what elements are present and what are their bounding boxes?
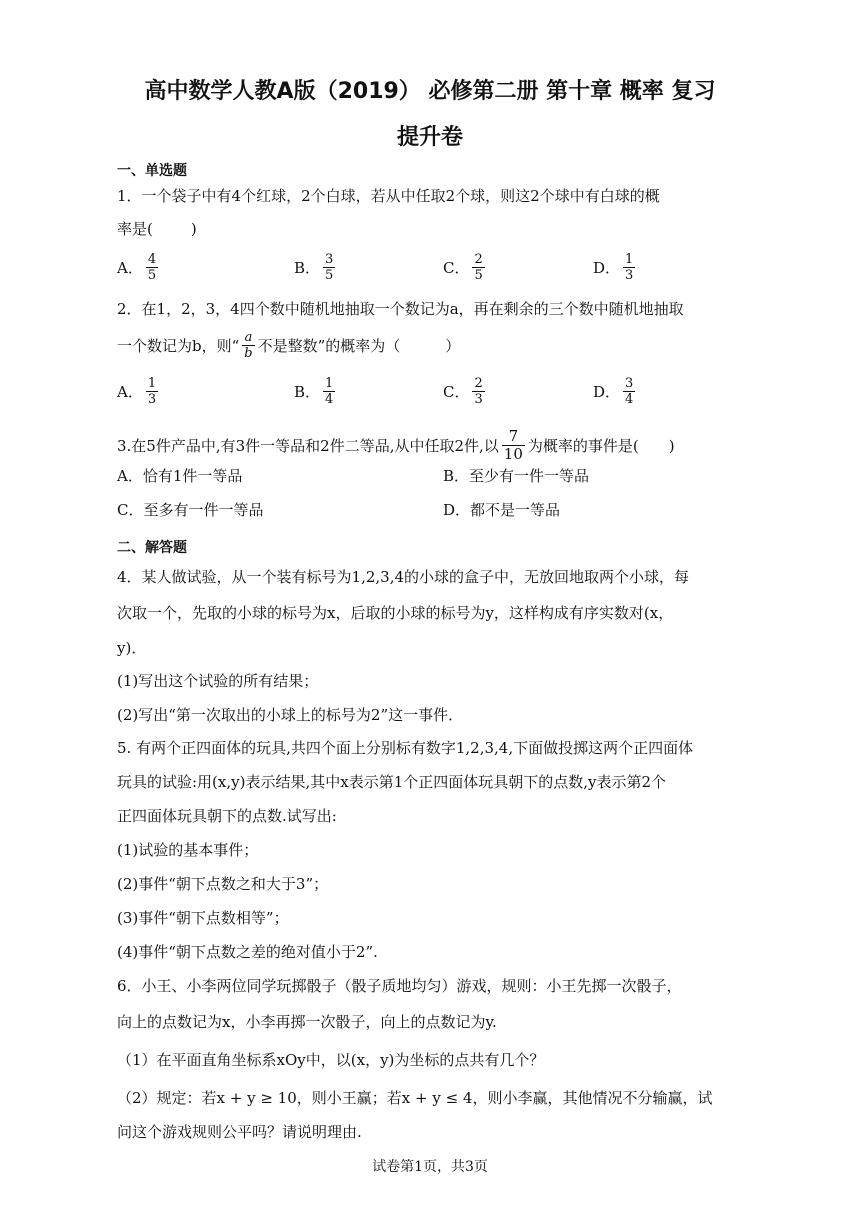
question-4-sub-1: (1)写出这个试验的所有结果； (117, 672, 319, 690)
question-5-text: 5. 有两个正四面体的玩具,共四个面上分别标有数字1,2,3,4,下面做投掷这两个正四面体 (117, 739, 694, 757)
question-6-text: 6．小王、小李两位同学玩掷骰子（骰子质地均匀）游戏，规则：小王先掷一次骰子， (117, 977, 682, 995)
question-3-text: 3.在5件产品中,有3件一等品和2件二等品,从中任取2件,以 $\frac{7}{10}$ 为概率的事件是( ) (117, 427, 675, 463)
question-5-sub-2: (2)事件“朝下点数之和大于3”； (117, 875, 329, 893)
question-6-sub-1: （1）在平面直角坐标系xOy中，以(x，y)为坐标的点共有几个？ (117, 1051, 545, 1069)
section-heading-single-choice: 一、单选题 (117, 163, 187, 179)
question-1-text-line2: 率是( ) (117, 220, 197, 238)
question-1-option-a: A． $\frac{4}{5}$ (117, 252, 157, 283)
question-1-option-d: D． $\frac{1}{3}$ (593, 252, 634, 283)
question-3-option-a: A．恰有1件一等品 (117, 467, 243, 485)
question-1-option-c: C． $\frac{2}{5}$ (443, 252, 483, 283)
question-3-option-c: C．至多有一件一等品 (117, 501, 264, 519)
section-heading-answer: 二、解答题 (117, 540, 187, 556)
question-2-text-line2: 一个数记为b，则“ $\frac{a}{b}$ 不是整数”的概率为（ ） (117, 330, 461, 361)
page-footer: 试卷第1页，共3页 (372, 1159, 488, 1175)
question-4-text-line3: y)． (117, 639, 147, 657)
question-6-sub-2-line2: 问这个游戏规则公平吗？请说明理由. (117, 1123, 362, 1141)
question-5-text-line3: 正四面体玩具朝下的点数.试写出: (117, 807, 337, 825)
question-5-sub-1: (1)试验的基本事件； (117, 841, 259, 859)
question-5-sub-4: (4)事件“朝下点数之差的绝对值小于2”. (117, 943, 378, 961)
question-1-option-b: B． $\frac{3}{5}$ (294, 252, 334, 283)
question-2-option-c: C． $\frac{2}{3}$ (443, 376, 483, 407)
question-2-text: 2．在1，2，3，4四个数中随机地抽取一个数记为a，再在剩余的三个数中随机地抽取 (117, 300, 684, 318)
question-4-text: 4．某人做试验，从一个装有标号为1,2,3,4的小球的盒子中，无放回地取两个小球，每 (117, 568, 690, 586)
question-6-text-line2: 向上的点数记为x，小李再掷一次骰子，向上的点数记为y. (117, 1013, 497, 1031)
question-5-text-line2: 玩具的试验:用(x,y)表示结果,其中x表示第1个正四面体玩具朝下的点数,y表示第2个 (117, 773, 667, 791)
question-2-option-b: B． $\frac{1}{4}$ (294, 376, 334, 407)
question-1-text: 1．一个袋子中有4个红球，2个白球，若从中任取2个球，则这2个球中有白球的概 (117, 187, 660, 205)
question-3-option-b: B．至少有一件一等品 (443, 467, 590, 485)
question-2-option-a: A． $\frac{1}{3}$ (117, 376, 157, 407)
question-2-option-d: D． $\frac{3}{4}$ (593, 376, 634, 407)
question-5-sub-3: (3)事件“朝下点数相等”； (117, 909, 289, 927)
question-3-option-d: D．都不是一等品 (443, 501, 561, 519)
question-6-sub-2: （2）规定：若x + y ≥ 10，则小王赢；若x + y ≤ 4，则小李赢，其他情况不分输赢，试 (117, 1089, 713, 1107)
page-title-line2: 提升卷 (396, 125, 463, 150)
page-title: 高中数学人教A版（2019） 必修第二册 第十章 概率 复习 (144, 79, 716, 104)
question-4-sub-2: (2)写出“第一次取出的小球上的标号为2”这一事件． (117, 706, 464, 724)
question-4-text-line2: 次取一个，先取的小球的标号为x，后取的小球的标号为y，这样构成有序实数对(x， (117, 604, 674, 622)
